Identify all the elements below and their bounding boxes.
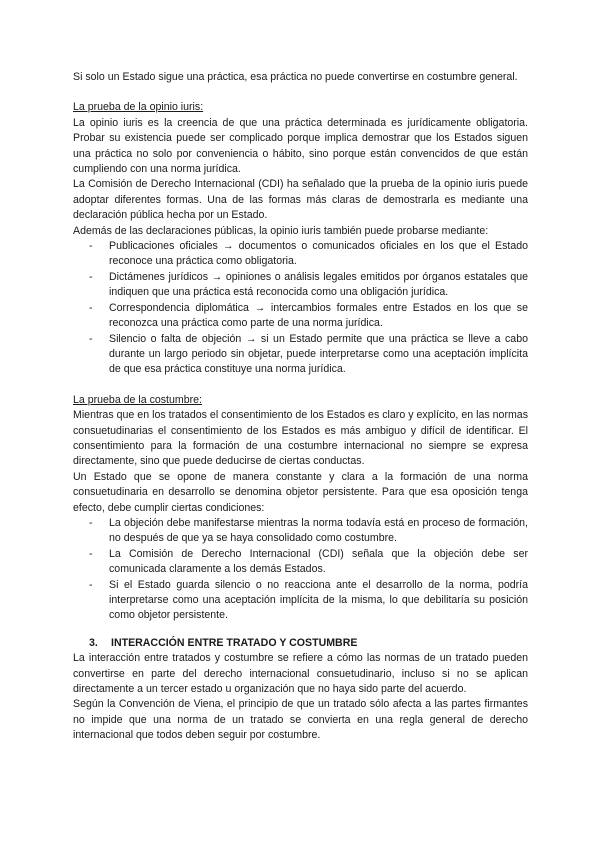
- opinio-heading: La prueba de la opinio iuris:: [73, 101, 204, 114]
- list-item: - La objeción debe manifestarse mientras la norma todavía está en proceso de formación, no después de que ya se haya consolidado como costumbre.: [73, 516, 528, 547]
- list-item: - Silencio o falta de objeción → si un Estado permite que una práctica se lleve a cabo durante un largo periodo sin objetar, puede interpretarse como una aceptación implícita de que esa práctica constituye una norma jurídica.: [73, 332, 528, 378]
- opinio-paragraph-1: La opinio iuris es la creencia de que una práctica determinada es jurídicamente obligatoria. Probar su existencia puede ser complicado porque implica demostrar que los Estados siguen una práctica no solo por conveniencia o hábito, sino porque están convencidos de que están cumpliendo con una norma jurídica.: [73, 116, 528, 176]
- intro-paragraph: Si solo un Estado sigue una práctica, esa práctica no puede convertirse en costumbre general.: [73, 71, 518, 83]
- opinio-paragraph-3: Además de las declaraciones públicas, la opinio iuris también puede probarse mediante:: [73, 224, 489, 237]
- section-number: 3.: [89, 636, 98, 649]
- list-item: - Dictámenes jurídicos → opiniones o análisis legales emitidos por órganos estatales que indiquen que una práctica está reconocida como una obligación jurídica.: [73, 270, 528, 301]
- section-3-paragraph-2: Según la Convención de Viena, el principio de que un tratado sólo afecta a las partes firmantes no impide que una norma de un tratado se convierta en una regla general de derecho internacional que todos deben seguir por costumbre.: [73, 698, 528, 742]
- list-item: - Publicaciones oficiales → documentos o comunicados oficiales en los que el Estado reconoce una práctica como obligatoria.: [73, 239, 528, 270]
- list-item: - Correspondencia diplomática → intercambios formales entre Estados en los que se reconozca una práctica como parte de una norma jurídica.: [73, 301, 528, 332]
- opinio-list: [73, 239, 528, 378]
- list-item: - Si el Estado guarda silencio o no reacciona ante el desarrollo de la norma, podría interpretarse como una aceptación implícita de la misma, lo que debilitaría su posición como objetor persistente.: [73, 578, 528, 624]
- list-item: - La Comisión de Derecho Internacional (CDI) señala que la objeción debe ser comunicada claramente a los demás Estados.: [73, 547, 528, 578]
- section-3-heading: [89, 636, 528, 651]
- costumbre-heading: La prueba de la costumbre:: [73, 393, 202, 406]
- document-page: [73, 70, 528, 744]
- section-title: INTERACCIÓN ENTRE TRATADO Y COSTUMBRE: [111, 636, 358, 649]
- opinio-paragraph-2: La Comisión de Derecho Internacional (CDI) ha señalado que la prueba de la opinio iuris puede adoptar diferentes formas. Una de las formas más claras de demostrarla es mediante una declaración pública hecha por un Estado.: [73, 178, 528, 222]
- costumbre-paragraph-1: Mientras que en los tratados el consentimiento de los Estados es claro y explícito, en las normas consuetudinarias el consentimiento de los Estados es más ambiguo y difícil de identificar. El consentimiento para la formación de una costumbre internacional no siempre se expresa directamente, sino que puede deducirse de ciertas conductas.: [73, 409, 528, 468]
- costumbre-list: [73, 516, 528, 624]
- costumbre-paragraph-2: Un Estado que se opone de manera constante y clara a la formación de una norma consuetudinaria en desarrollo se denomina objetor persistente. Para que esa oposición tenga efecto, debe cumplir ciertas condiciones:: [73, 470, 528, 514]
- section-3-paragraph-1: La interacción entre tratados y costumbre se refiere a cómo las normas de un tratado pueden convertirse en parte del derecho internacional consuetudinario, incluso si no se aplican directamente a un tercer estado u organización que no haya sido parte del acuerdo.: [73, 652, 528, 696]
